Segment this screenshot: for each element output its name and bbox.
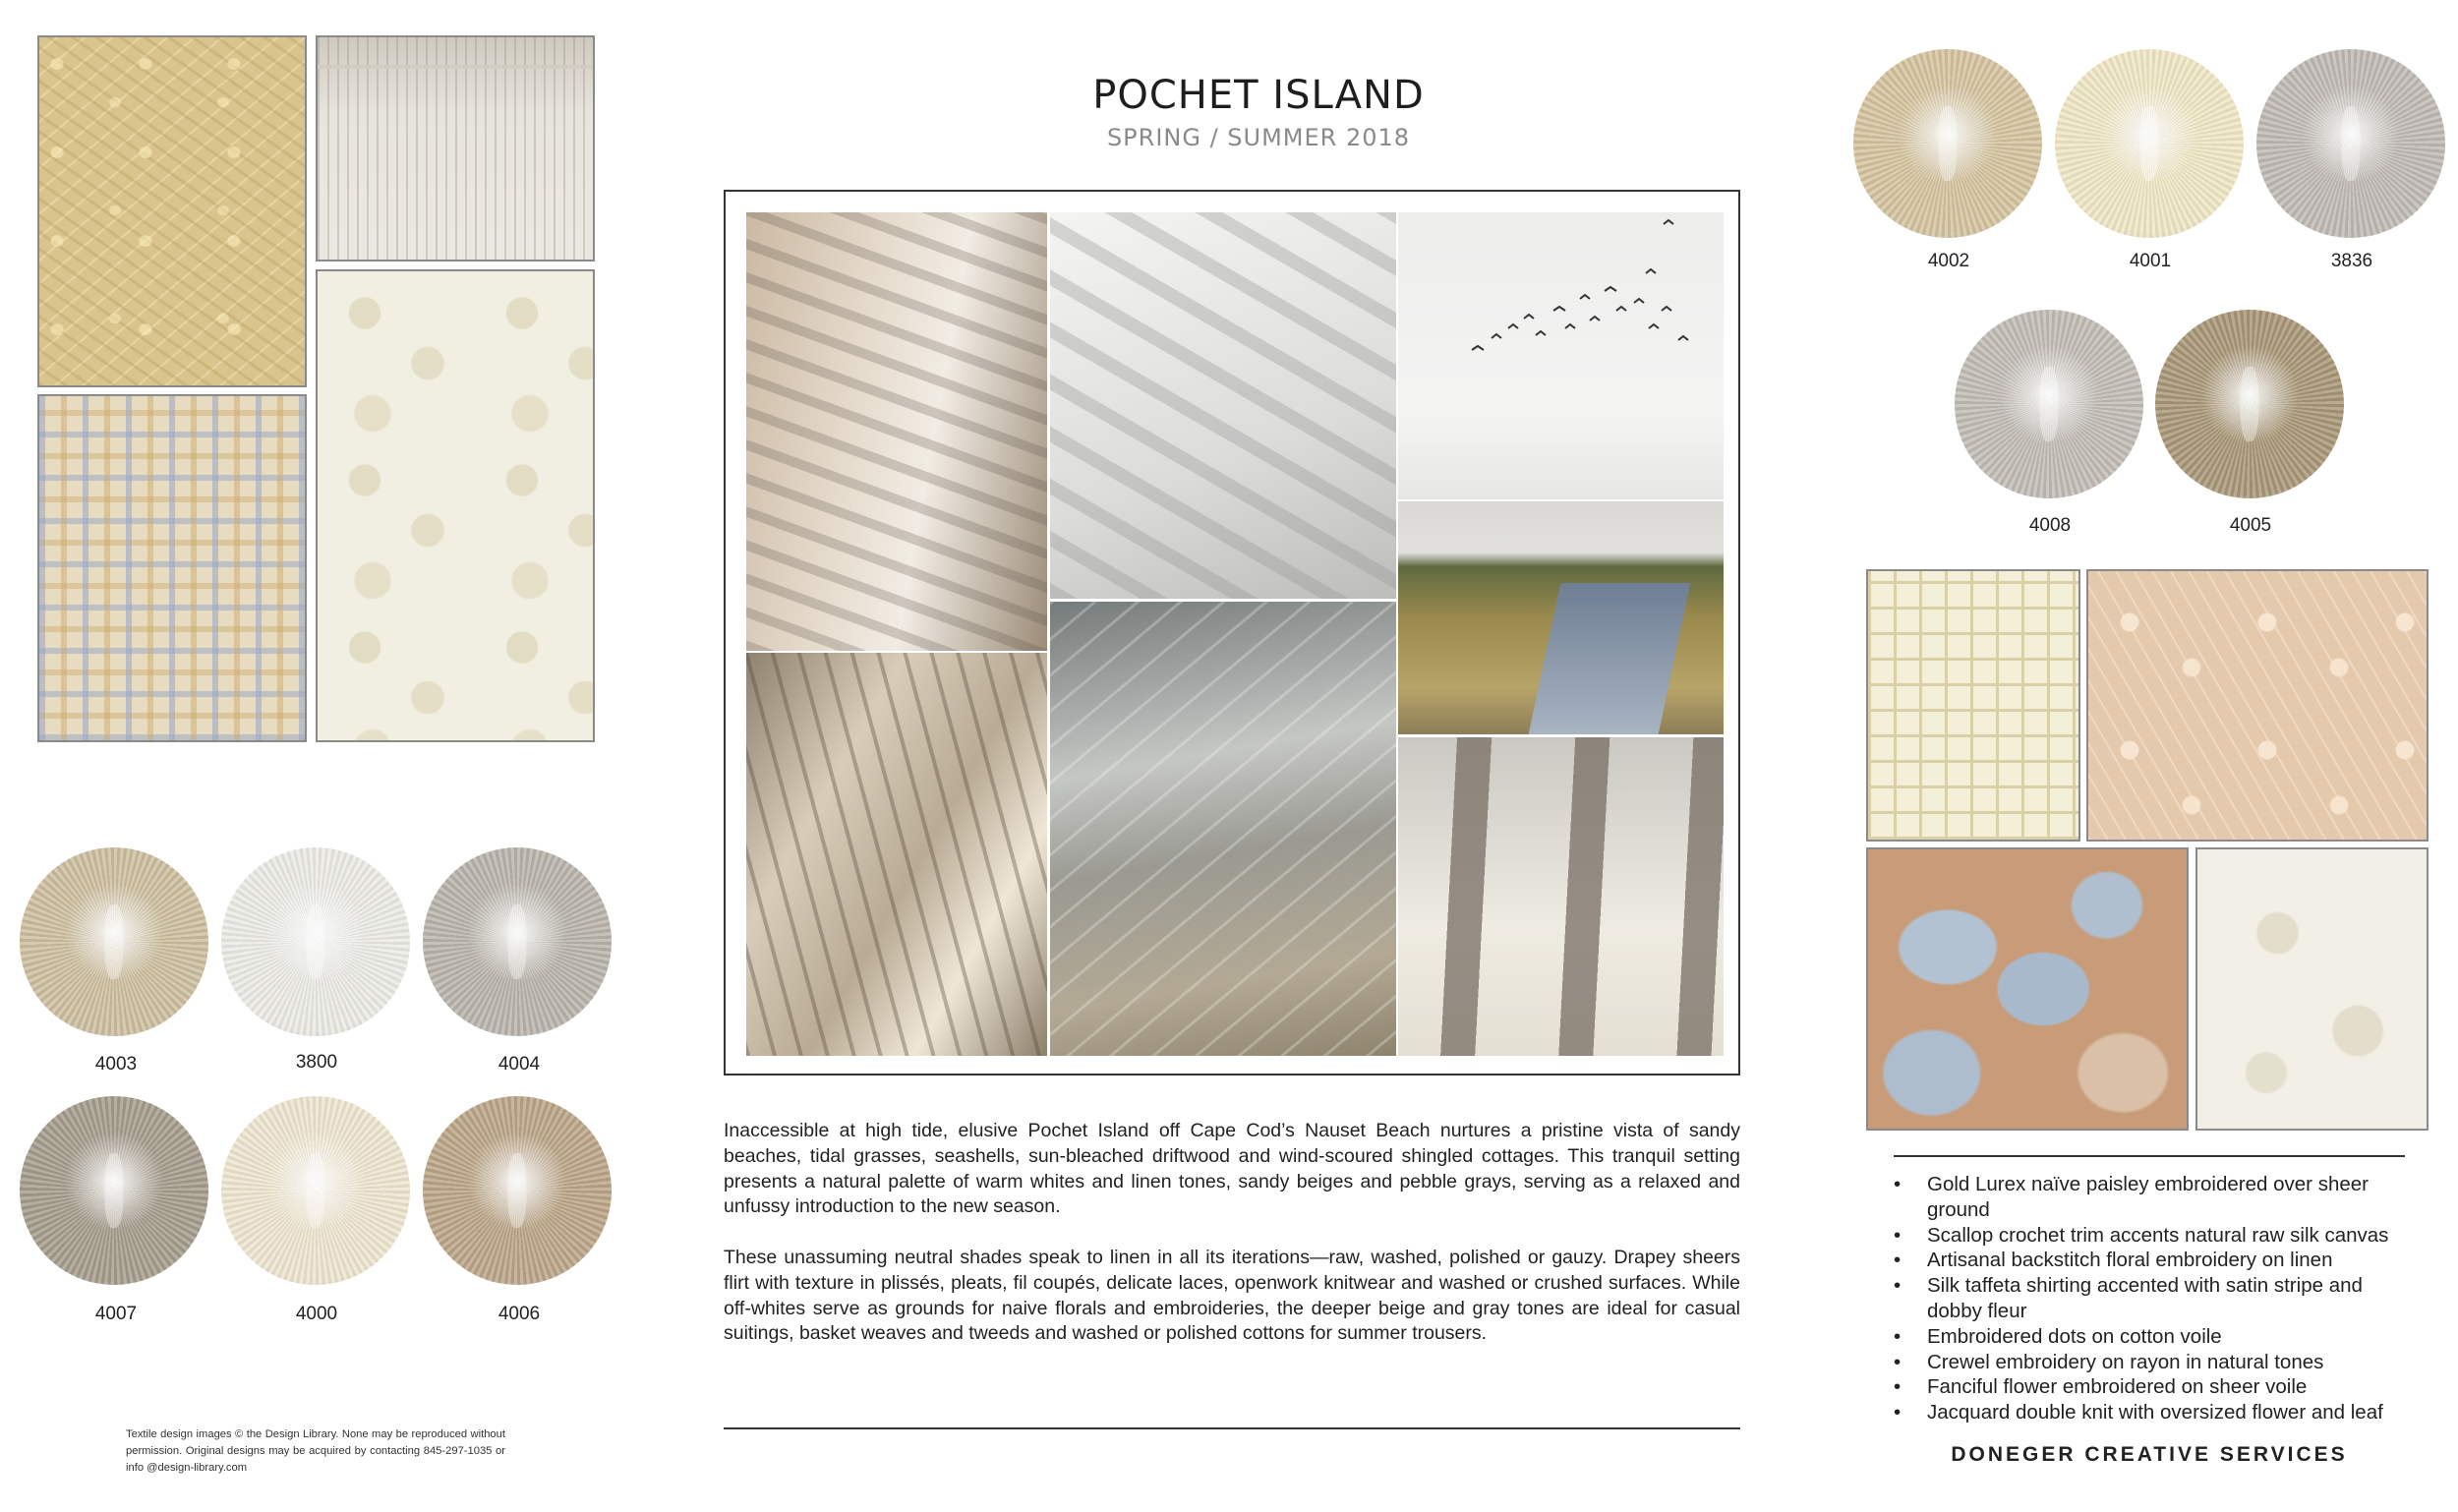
yarn-ball	[221, 1096, 410, 1285]
birds-graphic	[1398, 212, 1724, 499]
bottom-divider	[724, 1427, 1740, 1429]
intro-paragraph: Inaccessible at high tide, elusive Pochet Island off Cape Cod’s Nauset Beach nurtures a pristine vista of sandy beaches, tidal grasses, seashells, sun-bleached driftwood and wind-scoured shingled cottages. This tranquil setting presents a natural palette of warm whites and linen tones, sandy beiges and pebble grays, serving as a relaxed and unfussy introduction to the new season.	[724, 1120, 1740, 1218]
yarn-code: 4003	[94, 1054, 138, 1075]
page-subtitle: SPRING / SUMMER 2018	[1106, 124, 1411, 151]
list-item: • Fanciful flower embroidered on sheer voile	[1894, 1374, 2405, 1400]
yarn-ball	[2256, 49, 2445, 238]
swatch-floral-lace	[316, 269, 595, 742]
bullets-divider	[1894, 1155, 2405, 1157]
photo-beach-fence	[1398, 737, 1724, 1056]
photo-driftwood	[746, 653, 1047, 1056]
yarn-ball	[423, 1096, 612, 1285]
brand-name: DONEGER CREATIVE SERVICES	[1951, 1443, 2348, 1466]
list-item: • Embroidered dots on cotton voile	[1894, 1324, 2405, 1350]
swatch-openwork-grid	[1866, 569, 2080, 842]
list-item: • Artisanal backstitch floral embroidery on linen	[1894, 1248, 2405, 1273]
photo-marsh-sign	[1398, 501, 1724, 734]
yarn-code: 4007	[94, 1304, 138, 1324]
yarn-ball	[20, 847, 208, 1036]
photo-wooden-posts	[746, 212, 1047, 651]
swatch-scallop-crochet	[316, 35, 595, 262]
yarn-ball	[2155, 310, 2344, 498]
yarn-ball	[1853, 49, 2042, 238]
yarn-code: 3836	[2330, 251, 2373, 271]
list-item: • Crewel embroidery on rayon in natural tones	[1894, 1350, 2405, 1375]
list-item: • Jacquard double knit with oversized flower and leaf	[1894, 1400, 2405, 1425]
yarn-code: 3800	[295, 1052, 338, 1073]
swatch-peach-embroidery	[2086, 569, 2429, 842]
photo-collage	[724, 190, 1740, 1076]
yarn-ball	[221, 847, 410, 1036]
swatch-sheer-voile	[2195, 847, 2429, 1131]
palette-paragraph: These unassuming neutral shades speak to linen in all its iterations—raw, washed, polished or gauzy. Drapey sheers flirt with texture in plissés, pleats, fil coupés, delicate laces, openwork knitwear and washed or crushed surfaces. While off-whites serve as grounds for naive florals and embroideries, the deeper beige and gray tones are ideal for casual suitings, basket weaves and tweeds and washed or polished cottons for summer trousers.	[724, 1247, 1740, 1345]
yarn-code: 4002	[1927, 251, 1970, 271]
yarn-code: 4008	[2028, 515, 2072, 536]
yarn-ball	[1955, 310, 2143, 498]
image-credit: Textile design images © the Design Library. None may be reproduced without permission. Original designs may be acquired by contacting 845-297-1035 or info @design-library.com	[126, 1428, 505, 1474]
yarn-code: 4000	[295, 1304, 338, 1324]
yarn-ball	[2055, 49, 2244, 238]
yarn-code: 4001	[2129, 251, 2172, 271]
swatch-gold-paisley	[37, 35, 307, 387]
yarn-ball	[20, 1096, 208, 1285]
photo-seabirds	[1398, 212, 1724, 499]
list-item: • Gold Lurex naïve paisley embroidered over sheer ground	[1894, 1172, 2405, 1223]
yarn-code: 4004	[497, 1054, 541, 1075]
yarn-code: 4005	[2229, 515, 2272, 536]
list-item: • Scallop crochet trim accents natural raw silk canvas	[1894, 1223, 2405, 1249]
page-title: POCHET ISLAND	[1092, 73, 1425, 118]
photo-window-shadows	[1050, 212, 1396, 599]
swatch-crewel-floral	[1866, 847, 2189, 1131]
photo-tidal-flats	[1050, 602, 1396, 1056]
yarn-code: 4006	[497, 1304, 541, 1324]
fabric-bullet-list	[1894, 1172, 2405, 1425]
swatch-plaid-shirting	[37, 394, 307, 742]
list-item: • Silk taffeta shirting accented with satin stripe and dobby fleur	[1894, 1273, 2405, 1324]
yarn-ball	[423, 847, 612, 1036]
